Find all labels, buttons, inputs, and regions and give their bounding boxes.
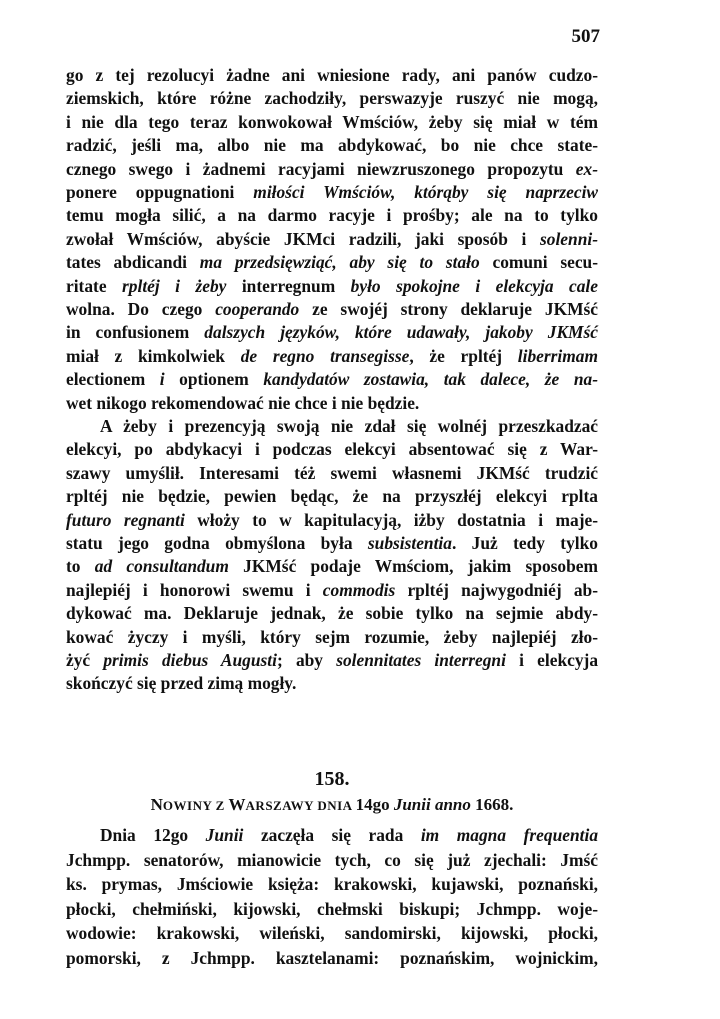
text-run: cznego swego i żadnemi racyjami niewzruszonego propozytu	[66, 158, 576, 179]
text-line	[66, 948, 598, 969]
heading-latin: Junii anno	[393, 795, 471, 814]
text-line	[66, 346, 598, 367]
text-line	[66, 580, 598, 601]
text-line	[66, 276, 598, 297]
text-run: Jchmpp. senatorów, mianowicie tych, co się już zjechali: Jmść	[66, 849, 598, 870]
text-line	[66, 88, 598, 109]
latin-phrase: solennitates interregni	[336, 650, 506, 670]
text-line	[66, 369, 598, 390]
text-run: kować życzy i myśli, który sejm rozumie, żeby najlepiéj zło-	[66, 626, 598, 647]
text-run: , że rpltéj	[409, 345, 518, 366]
text-line	[66, 416, 598, 437]
text-run: i nie dla tego teraz konwokował Wmściów, żeby się miał w tém	[66, 111, 598, 132]
text-run: zaczęła się rada	[243, 825, 421, 845]
latin-phrase: rpltéj i żeby	[106, 275, 242, 296]
text-run: radzić, jeśli ma, albo nie ma abdykować, bo nie chce state-	[66, 135, 598, 156]
heading-day: 14go	[355, 795, 394, 814]
text-run: optionem	[179, 369, 249, 390]
text-run: i elekcyja	[505, 650, 599, 670]
text-line	[66, 252, 598, 273]
text-line	[66, 650, 598, 671]
text-run: electionem	[66, 369, 146, 390]
text-run: najlepiéj i honorowi swemu i	[66, 579, 323, 600]
text-line	[66, 825, 598, 846]
text-line	[66, 556, 598, 577]
latin-phrase: dalszych języków, które udawały, jakoby JKMść	[189, 322, 598, 343]
latin-phrase: Junii	[205, 825, 244, 845]
text-run: ; aby	[276, 650, 337, 670]
text-line	[66, 463, 598, 484]
text-run: interregnum	[241, 275, 336, 296]
text-line	[66, 439, 598, 460]
latin-phrase: subsistentia	[367, 533, 452, 553]
text-run: miał z kimkolwiek	[66, 345, 241, 366]
text-run: comuni secu-	[492, 252, 599, 273]
heading-year: 1668.	[470, 795, 514, 814]
latin-phrase: solenni-	[540, 228, 598, 249]
latin-phrase: futuro regnanti	[66, 509, 185, 530]
text-run: temu mogła silić, a na darmo racyje i prośby; ale na to tylko	[66, 205, 598, 226]
text-run: szawy umyślił. Interesami téż swemi własnemi JKMść trudzić	[66, 462, 598, 483]
text-run: zwołał Wmściów, abyście JKMci radzili, jaki sposób i	[66, 228, 541, 249]
heading-small-caps-1: OWINY Z	[162, 798, 229, 813]
latin-phrase: ad consultandum	[94, 556, 229, 577]
text-line	[66, 159, 598, 180]
latin-phrase: liberrimam	[517, 345, 598, 366]
heading-initial-w: W	[228, 795, 246, 814]
latin-phrase: primis diebus Augusti	[103, 650, 277, 670]
latin-phrase: commodis	[322, 579, 396, 600]
text-line	[66, 899, 598, 920]
text-run: włoży to w kapitulacyją, iżby dostatnia i maje-	[184, 509, 598, 530]
text-line	[66, 673, 598, 694]
text-line	[66, 112, 598, 133]
latin-phrase: było spokojne i elekcyja cale	[335, 275, 598, 296]
text-run: wet nikogo rekomendować nie chce i nie będzie.	[66, 392, 420, 413]
latin-phrase: ma przedsięwziąć, aby się to stało	[187, 252, 493, 273]
latin-phrase: miłości Wmściów, którąby się naprzeciw	[234, 182, 598, 202]
latin-phrase: cooperando	[215, 299, 300, 319]
text-line	[66, 603, 598, 624]
text-run: płocki, chełmiński, kijowski, chełmski biskupi; Jchmpp. woje-	[66, 898, 598, 919]
text-line	[66, 322, 598, 343]
text-line	[66, 486, 598, 507]
page-number: 507	[571, 26, 600, 47]
text-line	[66, 299, 598, 320]
text-run: in confusionem	[66, 322, 190, 343]
text-run: tates abdicandi	[66, 252, 188, 273]
latin-phrase: ex-	[575, 158, 598, 179]
text-line	[66, 533, 598, 554]
text-run: ritate	[66, 275, 107, 296]
heading-small-caps-2: ARSZAWY DNIA	[245, 798, 356, 813]
text-run: pomorski, z Jchmpp. kasztelanami: poznańskim, wojnickim,	[66, 947, 598, 968]
text-run: ks. prymas, Jmściowie księża: krakowski, kujawski, poznański,	[66, 874, 598, 894]
text-run: skończyć się przed zimą mogły.	[66, 673, 297, 694]
text-run: rpltéj najwygodniéj ab-	[395, 579, 598, 600]
text-run: . Już tedy tylko	[451, 533, 598, 553]
text-run: elekcyi, po abdykacyi i podczas elekcyi absentować się z War-	[66, 439, 598, 460]
text-line	[66, 874, 598, 895]
text-run: żyć	[66, 650, 104, 670]
text-line	[66, 393, 598, 414]
text-line	[66, 182, 598, 203]
text-run: wodowie: krakowski, wileński, sandomirski, kijowski, płocki,	[66, 923, 598, 943]
text-run: to	[66, 556, 95, 577]
document-heading	[0, 795, 664, 815]
text-line	[66, 205, 598, 226]
latin-phrase: kandydatów zostawia, tak dalece, że na-	[248, 369, 599, 390]
text-line	[66, 627, 598, 648]
heading-initial-n: N	[150, 795, 163, 814]
latin-phrase: de regno transegisse	[240, 345, 410, 366]
text-line	[66, 135, 598, 156]
text-run: ze swojéj strony deklaruje JKMść	[299, 299, 598, 319]
text-line	[66, 923, 598, 944]
text-run: statu jego godna obmyślona była	[66, 533, 368, 553]
document-number: 158.	[314, 768, 350, 790]
text-line	[66, 510, 598, 531]
text-run: A żeby i prezencyją swoją nie zdał się wolnéj przeszkadzać	[100, 416, 598, 436]
text-run: wolna. Do czego	[66, 299, 216, 319]
text-run: ziemskich, które różne zachodziły, perswazyje ruszyć nie mogą,	[66, 88, 598, 109]
text-line	[66, 850, 598, 871]
text-run: dykować ma. Deklaruje jednak, że sobie tylko na sejmie abdy-	[66, 603, 598, 624]
text-line	[66, 65, 598, 86]
latin-phrase: i	[145, 369, 180, 390]
text-run: go z tej rezolucyi żadne ani wniesione rady, ani panów cudzo-	[66, 65, 598, 85]
text-run: ponere oppugnationi	[66, 182, 235, 202]
latin-phrase: im magna frequentia	[420, 825, 599, 845]
text-line	[66, 229, 598, 250]
text-run: JKMść podaje Wmściom, jakim sposobem	[228, 556, 598, 577]
text-run: rpltéj nie będzie, pewien będąc, że na przyszłéj elekcyi rplta	[66, 486, 598, 507]
text-run: Dnia 12go	[100, 825, 206, 845]
